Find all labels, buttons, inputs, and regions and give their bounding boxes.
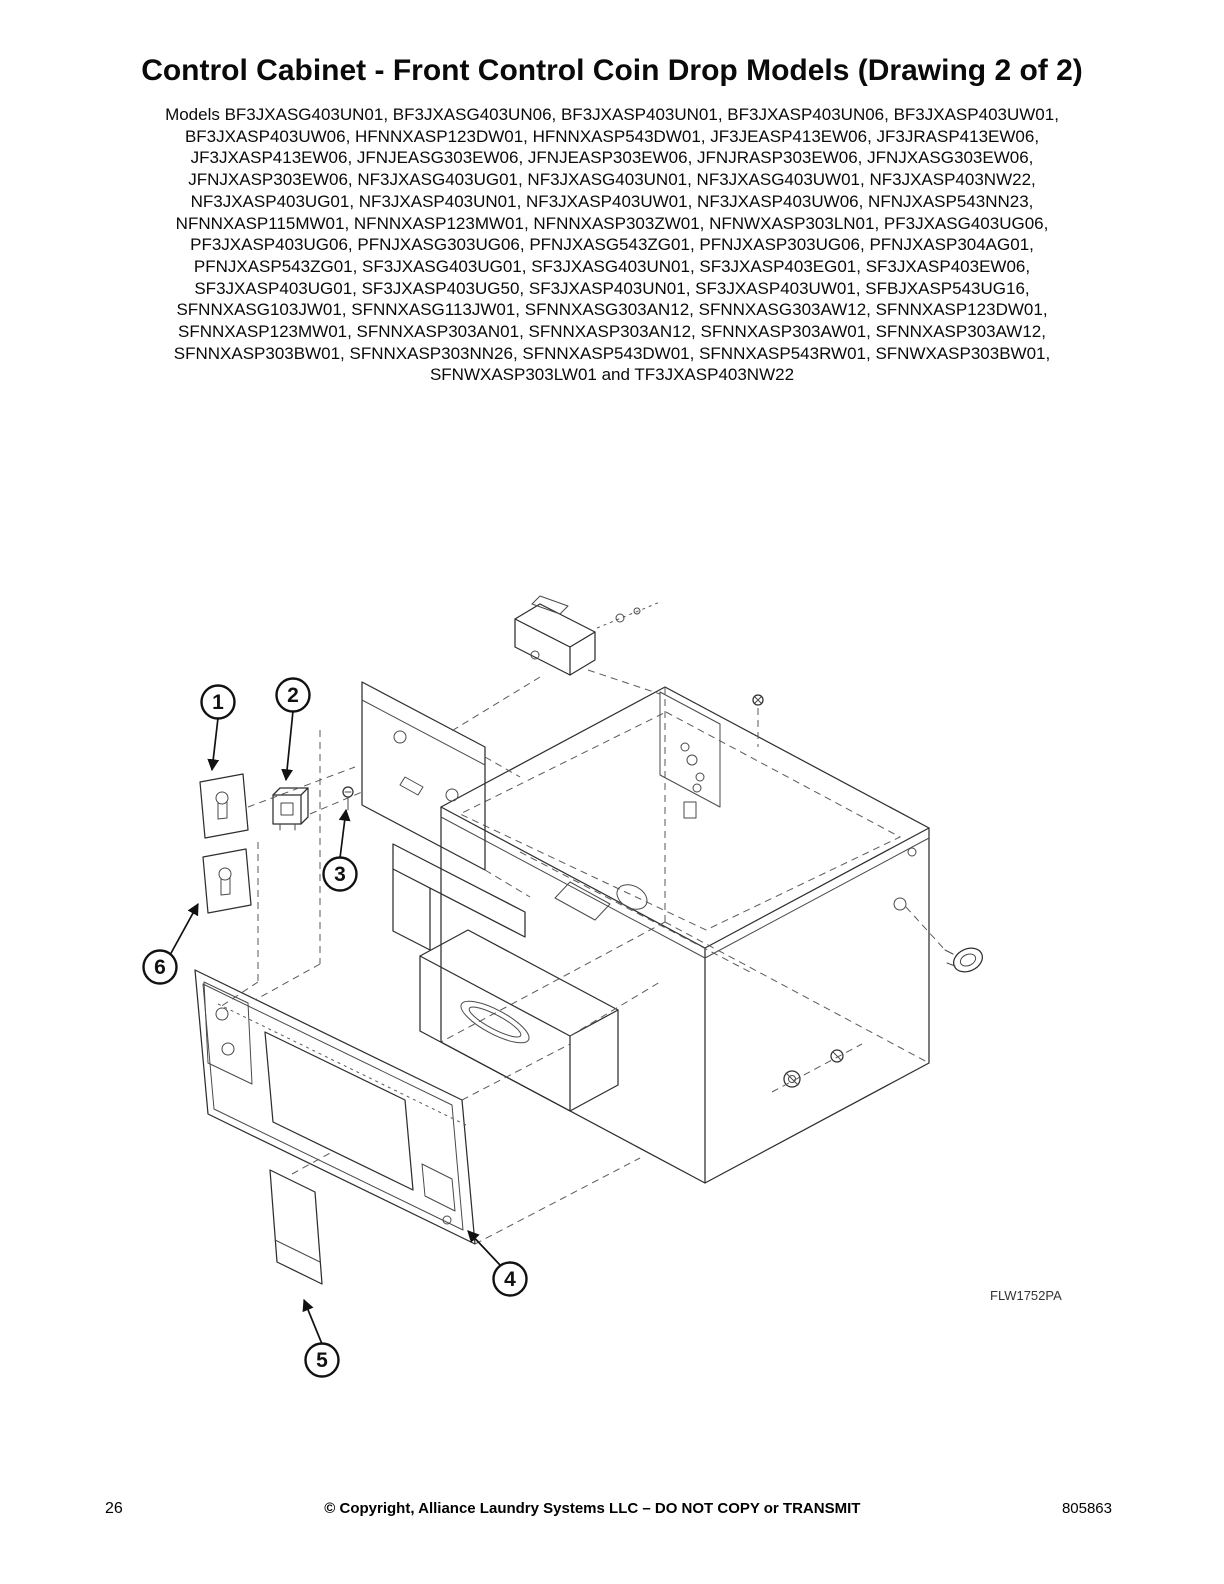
callout-2-number: 2 [287, 684, 299, 707]
models-line: Models BF3JXASG403UN01, BF3JXASG403UN06, BF3JXASP403UN01, BF3JXASP403UN06, BF3JXASP403UW01, [165, 105, 1059, 124]
models-line: NFNNXASP115MW01, NFNNXASP123MW01, NFNNXASP303ZW01, NFNWXASP303LN01, PF3JXASG403UG06, [175, 213, 1049, 233]
copyright-text: © Copyright, Alliance Laundry Systems LLC – DO NOT COPY or TRANSMIT [324, 1500, 861, 1517]
models-line: PFNJXASP543ZG01, SF3JXASG403UG01, SF3JXASG403UN01, SF3JXASP403EG01, SF3JXASP403EW06, [193, 256, 1031, 276]
models-line: JFNJXASP303EW06, NF3JXASG403UG01, NF3JXASG403UN01, NF3JXASG403UW01, NF3JXASP403NW22, [188, 170, 1036, 190]
front-panel [195, 970, 640, 1244]
models-line: SFNNXASP123MW01, SFNNXASP303AN01, SFNNXASP303AN12, SFNNXASP303AW01, SFNNXASP303AW12, [178, 322, 1046, 342]
callout-3 [324, 810, 357, 891]
part-switch-2 [273, 788, 308, 830]
callout-5 [304, 1300, 339, 1377]
callout-5-number: 5 [316, 1349, 328, 1372]
coin-drop-bracket [450, 596, 660, 732]
bottom-tray [420, 930, 660, 1111]
figure-code: FLW1752PA [990, 1288, 1062, 1303]
callout-2 [277, 679, 310, 781]
models-line: NF3JXASP403UG01, NF3JXASP403UN01, NF3JXASP403UW01, NF3JXASP403UW06, NFNJXASP543NN23, [190, 191, 1034, 211]
models-line: SFNWXASP303LW01 and TF3JXASP403NW22 [429, 365, 795, 385]
cabinet-wireframe [441, 687, 929, 1183]
part-plate-1 [200, 774, 248, 838]
exploded-diagram-area [100, 552, 1124, 1432]
callout-4-number: 4 [504, 1268, 516, 1291]
part-plate-6 [203, 849, 251, 913]
part-screw-3 [343, 787, 353, 810]
models-line: SFNNXASG103JW01, SFNNXASG113JW01, SFNNXASG303AN12, SFNNXASG303AW12, SFNNXASP123DW01, [176, 300, 1048, 320]
overlay-card-5 [270, 1152, 332, 1284]
callout-1 [202, 686, 235, 771]
callout-1-number: 1 [212, 691, 224, 714]
models-line: PF3JXASP403UG06, PFNJXASG303UG06, PFNJXASG543ZG01, PFNJXASP303UG06, PFNJXASP304AG01, [190, 235, 1034, 255]
page-number: 26 [105, 1500, 123, 1517]
page-title: Control Cabinet - Front Control Coin Drop Models (Drawing 2 of 2) [141, 54, 1083, 87]
models-line: SFNNXASP303BW01, SFNNXASP303NN26, SFNNXASP543DW01, SFNNXASP543RW01, SFNWXASP303BW01, [173, 343, 1051, 363]
mounting-bracket [362, 682, 530, 897]
support-bracket [393, 844, 525, 950]
document-number: 805863 [1061, 1500, 1112, 1517]
models-line: SF3JXASP403UG01, SF3JXASP403UG50, SF3JXASP403UN01, SF3JXASP403UW01, SFBJXASP543UG16, [194, 278, 1030, 298]
models-line: BF3JXASP403UW06, HFNNXASP123DW01, HFNNXASP543DW01, JF3JEASP413EW06, JF3JRASP413EW06, [184, 126, 1040, 146]
models-line: JF3JXASP413EW06, JFNJEASG303EW06, JFNJEASP303EW06, JFNJRASP303EW06, JFNJXASG303EW06, [190, 148, 1034, 168]
callout-3-number: 3 [334, 863, 346, 886]
fasteners [772, 1044, 862, 1092]
models-list [100, 104, 1124, 386]
callout-6 [144, 904, 199, 984]
callout-6-number: 6 [154, 956, 166, 979]
callout-4 [468, 1231, 527, 1296]
exploded-diagram [100, 552, 1124, 1432]
page-footer [105, 1500, 1112, 1518]
knob-part [906, 907, 986, 976]
